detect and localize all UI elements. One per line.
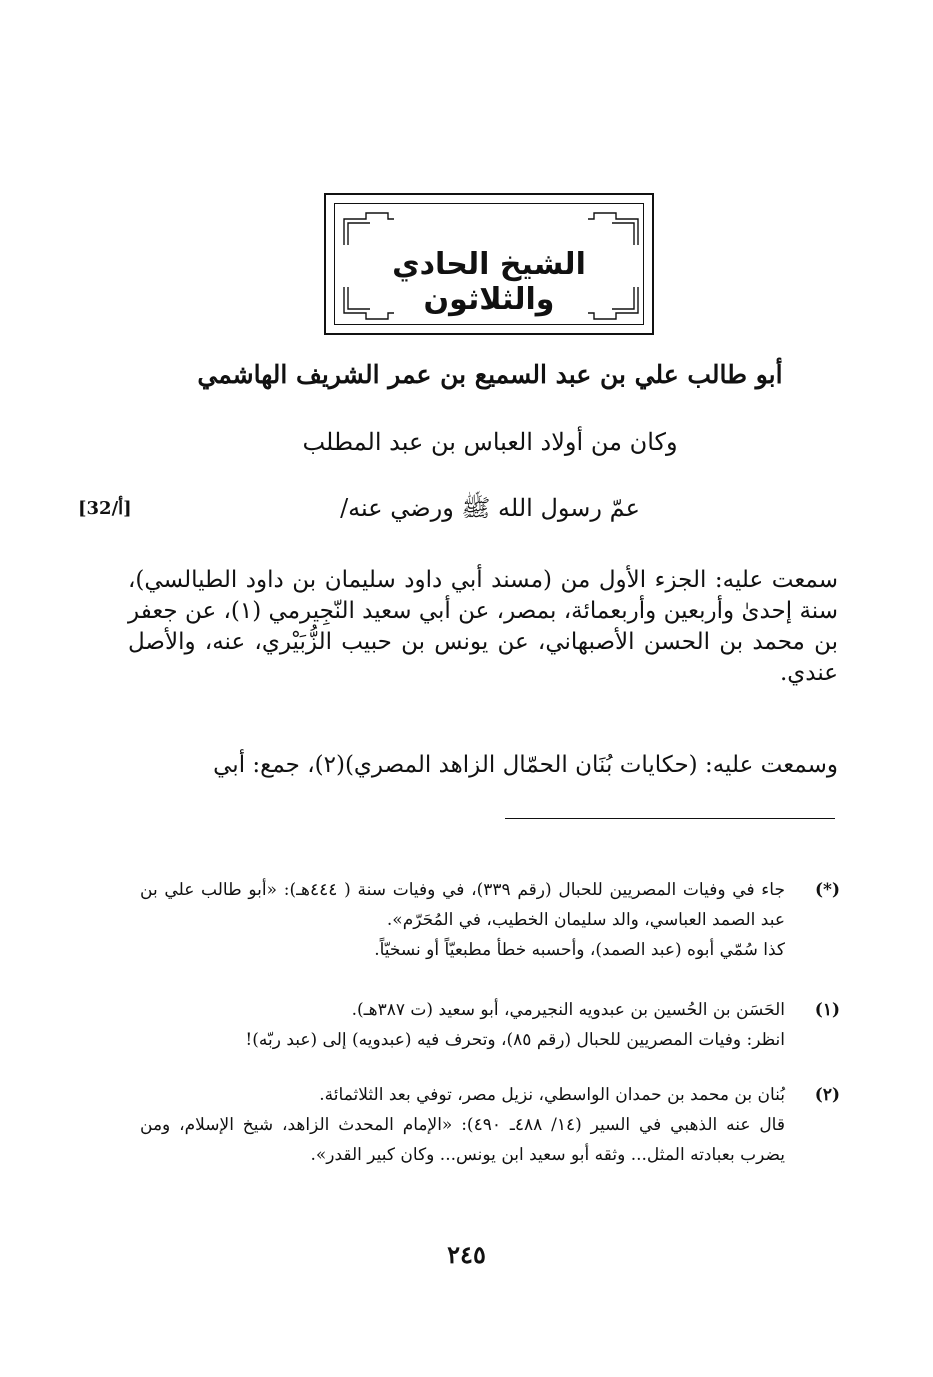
chapter-title: الشيخ الحادي والثلاثون	[392, 247, 586, 317]
chapter-title-frame	[324, 193, 654, 335]
sheikh-lineage: وكان من أولاد العباس بن عبد المطلب	[302, 428, 678, 456]
footnote-marker: (١)	[814, 1000, 840, 1020]
footnote-1	[140, 995, 840, 1055]
footnote-star	[140, 875, 840, 965]
footnote-line: كذا سُمّي أبوه (عبد الصمد)، وأحسبه خطأ مطبعيّاً أو نسخيّاً.	[374, 940, 785, 960]
footnote-separator	[505, 818, 835, 819]
footnote-marker: (٢)	[814, 1085, 840, 1105]
footnote-line: الحَسَن بن الحُسين بن عبدويه النجيرمي، أبو سعيد (ت ٣٨٧هـ).	[351, 1000, 785, 1020]
page-number: ٢٤٥	[447, 1240, 486, 1269]
footnote-line: بُنان بن محمد بن حمدان الواسطي، نزيل مصر، توفي بعد الثلاثمائة.	[319, 1085, 785, 1105]
body-paragraph-2: وسمعت عليه: (حكايات بُنَان الحمّال الزاهد المصري)(٢)، جمع: أبي	[213, 752, 838, 778]
sheikh-name: أبو طالب علي بن عبد السميع بن عمر الشريف الهاشمي	[197, 360, 783, 389]
body-paragraph-1: سمعت عليه: الجزء الأول من (مسند أبي داود سليمان بن داود الطيالسي)، سنة إحدىٰ وأربعين وأربعمائة، بمصر، عن أبي سعيد النّجِيرمي (١)، عن جعفر بن محمد بن الحسن الأصبهاني، عن يونس بن حبيب الزُّبَيْري، عنه، والأصل عندي.	[128, 567, 838, 686]
footnote-2	[140, 1080, 840, 1170]
footnote-marker: (*)	[815, 880, 840, 900]
footnote-line: انظر: وفيات المصريين للحبال (رقم ٨٥)، وتحرف فيه (عبدويه) إلى (عبد ربّه)!	[245, 1030, 785, 1050]
lineage-continuation: عمّ رسول الله ﷺ ورضي عنه/	[340, 494, 640, 522]
footnote-line: جاء في وفيات المصريين للحبال (رقم ٣٣٩)، في وفيات سنة ( ٤٤٤هـ): «أبو طالب علي بن عبد الصمد العباسي، والد سليمان الخطيب، في المُحَرّم».	[140, 880, 785, 930]
footnote-line: قال عنه الذهبي في السير (١٤/ ٤٨٨ـ ٤٩٠): «الإمام المحدث الزاهد، شيخ الإسلام، ومن يضرب بعبادته المثل... وثقه أبو سعيد ابن يونس... وكان كبير القدر».	[140, 1115, 785, 1165]
manuscript-folio-marker: [32/أ]	[78, 498, 132, 519]
